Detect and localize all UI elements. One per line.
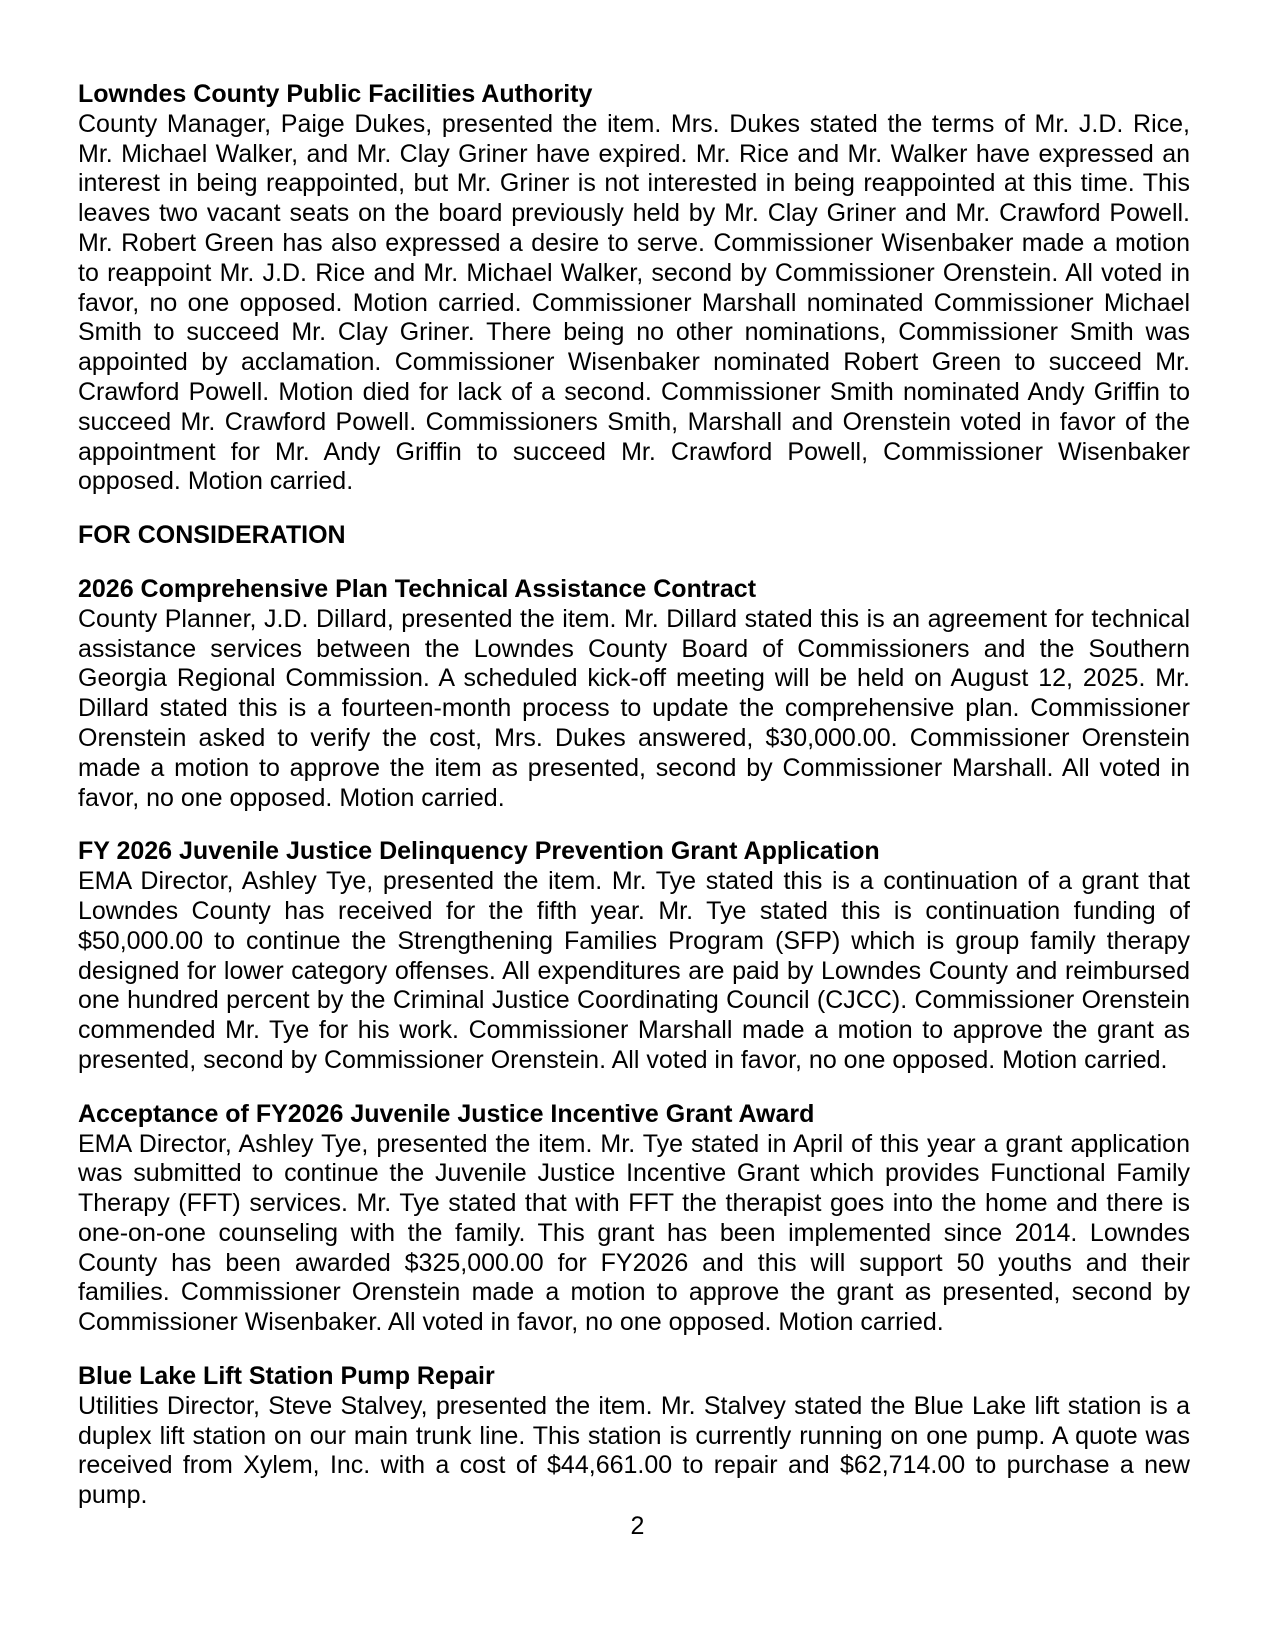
- section-body-comprehensive-plan-contract: County Planner, J.D. Dillard, presented the item. Mr. Dillard stated this is an agreement for technical assistance services between the Lowndes County Board of Commissioners and the Southern Georgia Regional Commission. A scheduled kick-off meeting will be held on August 12, 2025. Mr. Dillard stated this is a fourteen-month process to update the comprehensive plan. Commissioner Orenstein asked to verify the cost, Mrs. Dukes answered, $30,000.00. Commissioner Orenstein made a motion to approve the item as presented, second by Commissioner Marshall. All voted in favor, no one opposed. Motion carried.: [78, 604, 1190, 812]
- section-body-incentive-grant-award: EMA Director, Ashley Tye, presented the item. Mr. Tye stated in April of this year a grant application was submitted to continue the Juvenile Justice Incentive Grant which provides Functional Family Therapy (FFT) services. Mr. Tye stated that with FFT the therapist goes into the home and there is one-on-one counseling with the family. This grant has been implemented since 2014. Lowndes County has been awarded $325,000.00 for FY2026 and this will support 50 youths and their families. Commissioner Orenstein made a motion to approve the grant as presented, second by Commissioner Wisenbaker. All voted in favor, no one opposed. Motion carried.: [78, 1129, 1190, 1337]
- section-comprehensive-plan-contract: [78, 575, 1190, 813]
- section-blue-lake-pump-repair: [78, 1362, 1190, 1511]
- section-for-consideration: [78, 521, 1190, 551]
- section-heading-public-facilities-authority: Lowndes County Public Facilities Authority: [78, 80, 593, 108]
- section-heading-incentive-grant-award: Acceptance of FY2026 Juvenile Justice Incentive Grant Award: [78, 1099, 815, 1128]
- section-heading-for-consideration: FOR CONSIDERATION: [78, 521, 346, 550]
- section-heading-delinquency-prevention-grant: FY 2026 Juvenile Justice Delinquency Prevention Grant Application: [78, 837, 880, 866]
- section-incentive-grant-award: [78, 1100, 1190, 1338]
- section-heading-comprehensive-plan-contract: 2026 Comprehensive Plan Technical Assistance Contract: [78, 574, 757, 603]
- section-public-facilities-authority: [78, 80, 1190, 497]
- page-number: 2: [630, 1512, 645, 1540]
- section-body-blue-lake-pump-repair: Utilities Director, Steve Stalvey, presented the item. Mr. Stalvey stated the Blue Lake lift station is a duplex lift station on our main trunk line. This station is currently running on one pump. A quote was received from Xylem, Inc. with a cost of $44,661.00 to repair and $62,714.00 to purchase a new pump.: [78, 1391, 1190, 1510]
- section-heading-blue-lake-pump-repair: Blue Lake Lift Station Pump Repair: [78, 1362, 495, 1391]
- section-body-delinquency-prevention-grant: EMA Director, Ashley Tye, presented the item. Mr. Tye stated this is a continuation of a grant that Lowndes County has received for the fifth year. Mr. Tye stated this is continuation funding of $50,000.00 to continue the Strengthening Families Program (SFP) which is group family therapy designed for lower category offenses. All expenditures are paid by Lowndes County and reimbursed one hundred percent by the Criminal Justice Coordinating Council (CJCC). Commissioner Orenstein commended Mr. Tye for his work. Commissioner Marshall made a motion to approve the grant as presented, second by Commissioner Orenstein. All voted in favor, no one opposed. Motion carried.: [78, 867, 1190, 1074]
- section-delinquency-prevention-grant: [78, 837, 1190, 1075]
- section-body-public-facilities-authority: County Manager, Paige Dukes, presented the item. Mrs. Dukes stated the terms of Mr. J.D. Rice, Mr. Michael Walker, and Mr. Clay Griner have expired. Mr. Rice and Mr. Walker have expressed an interest in being reappointed, but Mr. Griner is not interested in being reappointed at this time. This leaves two vacant seats on the board previously held by Mr. Clay Griner and Mr. Crawford Powell. Mr. Robert Green has also expressed a desire to serve. Commissioner Wisenbaker made a motion to reappoint Mr. J.D. Rice and Mr. Michael Walker, second by Commissioner Orenstein. All voted in favor, no one opposed. Motion carried. Commissioner Marshall nominated Commissioner Michael Smith to succeed Mr. Clay Griner. There being no other nominations, Commissioner Smith was appointed by acclamation. Commissioner Wisenbaker nominated Robert Green to succeed Mr. Crawford Powell. Motion died for lack of a second. Commissioner Smith nominated Andy Griffin to succeed Mr. Crawford Powell. Commissioners Smith, Marshall and Orenstein voted in favor of the appointment for Mr. Andy Griffin to succeed Mr. Crawford Powell, Commissioner Wisenbaker opposed. Motion carried.: [78, 109, 1190, 496]
